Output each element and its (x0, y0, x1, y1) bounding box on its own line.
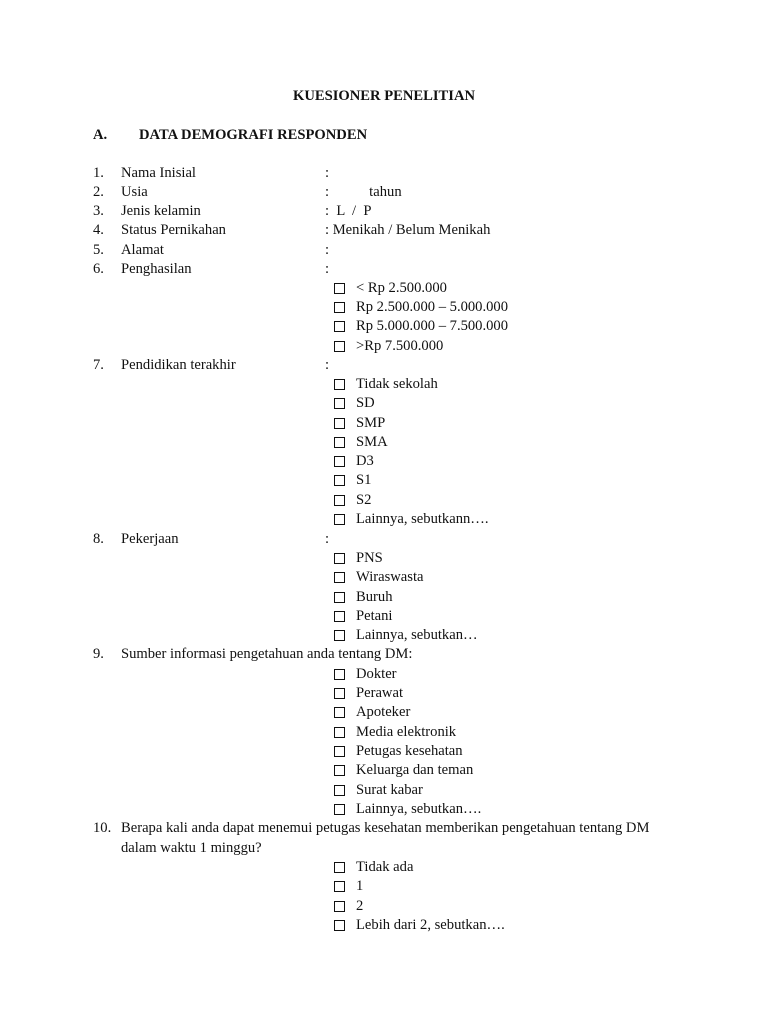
page-title: KUESIONER PENELITIAN (292, 88, 476, 104)
checkbox-icon[interactable] (334, 341, 345, 352)
question-label: Berapa kali anda dapat menemui petugas kesehatan memberikan pengetahuan tentang DM (121, 820, 650, 836)
checkbox-option[interactable] (334, 491, 371, 510)
option-label: Tidak sekolah (356, 376, 438, 392)
question-number: 10. (93, 820, 112, 836)
checkbox-icon[interactable] (334, 746, 345, 757)
answer-value: : (325, 261, 330, 277)
option-label: Apoteker (356, 704, 411, 720)
checkbox-icon[interactable] (334, 630, 345, 641)
question-label: Alamat (121, 242, 164, 258)
question-number: 8. (93, 531, 104, 547)
option-label: Petani (356, 608, 393, 624)
option-label: Dokter (356, 666, 397, 682)
checkbox-icon[interactable] (334, 611, 345, 622)
question-number: 9. (93, 646, 104, 662)
option-label: Rp 2.500.000 – 5.000.000 (356, 299, 509, 315)
checkbox-option[interactable] (334, 375, 438, 394)
checkbox-icon[interactable] (334, 475, 345, 486)
question-label: Status Pernikahan (121, 222, 226, 238)
checkbox-icon[interactable] (334, 437, 345, 448)
checkbox-icon[interactable] (334, 418, 345, 429)
checkbox-option[interactable] (334, 761, 473, 780)
checkbox-icon[interactable] (334, 669, 345, 680)
option-label: Petugas kesehatan (356, 743, 463, 759)
checkbox-option[interactable] (334, 394, 375, 413)
checkbox-icon[interactable] (334, 302, 345, 313)
checkbox-icon[interactable] (334, 495, 345, 506)
option-label: SMA (356, 434, 388, 450)
checkbox-option[interactable] (334, 279, 447, 298)
option-label: PNS (356, 550, 383, 566)
checkbox-option[interactable] (334, 665, 397, 684)
checkbox-icon[interactable] (334, 688, 345, 699)
checkbox-icon[interactable] (334, 765, 345, 776)
checkbox-option[interactable] (334, 877, 363, 896)
checkbox-option[interactable] (334, 433, 388, 452)
question-label: Sumber informasi pengetahuan anda tentang DM: (121, 646, 413, 662)
option-label: Tidak ada (356, 859, 414, 875)
option-label: Rp 5.000.000 – 7.500.000 (356, 318, 509, 334)
checkbox-icon[interactable] (334, 514, 345, 525)
checkbox-option[interactable] (334, 626, 478, 645)
checkbox-icon[interactable] (334, 881, 345, 892)
checkbox-option[interactable] (334, 471, 371, 490)
checkbox-option[interactable] (334, 452, 374, 471)
section-letter: A. (93, 127, 108, 143)
checkbox-icon[interactable] (334, 572, 345, 583)
checkbox-option[interactable] (334, 703, 410, 722)
answer-value: : tahun (325, 184, 402, 200)
question-label: Jenis kelamin (121, 203, 201, 219)
checkbox-icon[interactable] (334, 398, 345, 409)
checkbox-option[interactable] (334, 588, 392, 607)
checkbox-icon[interactable] (334, 707, 345, 718)
answer-value: : (325, 531, 330, 547)
option-label: Perawat (356, 685, 404, 701)
checkbox-icon[interactable] (334, 592, 345, 603)
answer-value: : (325, 357, 330, 373)
option-label: 2 (356, 898, 364, 914)
checkbox-option[interactable] (334, 317, 508, 336)
checkbox-option[interactable] (334, 510, 489, 529)
question-number: 5. (93, 242, 104, 258)
question-number: 1. (93, 165, 104, 181)
checkbox-option[interactable] (334, 568, 424, 587)
checkbox-option[interactable] (334, 414, 385, 433)
checkbox-icon[interactable] (334, 321, 345, 332)
checkbox-option[interactable] (334, 858, 413, 877)
checkbox-icon[interactable] (334, 379, 345, 390)
checkbox-option[interactable] (334, 781, 423, 800)
section-title: DATA DEMOGRAFI RESPONDEN (139, 127, 368, 143)
checkbox-option[interactable] (334, 897, 363, 916)
option-label: Wiraswasta (356, 569, 424, 585)
question-label: Nama Inisial (121, 165, 196, 181)
option-label: Lebih dari 2, sebutkan…. (356, 917, 505, 933)
checkbox-icon[interactable] (334, 785, 345, 796)
checkbox-option[interactable] (334, 916, 505, 935)
checkbox-option[interactable] (334, 298, 508, 317)
checkbox-icon[interactable] (334, 804, 345, 815)
question-number: 7. (93, 357, 104, 373)
option-label: >Rp 7.500.000 (356, 338, 444, 354)
option-label: Surat kabar (356, 782, 423, 798)
checkbox-option[interactable] (334, 723, 456, 742)
option-label: Lainnya, sebutkan… (356, 627, 478, 643)
option-label: Keluarga dan teman (356, 762, 474, 778)
checkbox-option[interactable] (334, 549, 383, 568)
option-label: Lainnya, sebutkann…. (356, 511, 489, 527)
answer-value: : (325, 242, 330, 258)
option-label: S1 (356, 472, 372, 488)
checkbox-icon[interactable] (334, 920, 345, 931)
answer-value: : Menikah / Belum Menikah (325, 222, 491, 238)
checkbox-icon[interactable] (334, 727, 345, 738)
question-number: 3. (93, 203, 104, 219)
question-label: Penghasilan (121, 261, 192, 277)
checkbox-option[interactable] (334, 337, 443, 356)
checkbox-option[interactable] (334, 607, 392, 626)
option-label: SMP (356, 415, 386, 431)
question-number: 2. (93, 184, 104, 200)
option-label: D3 (356, 453, 374, 469)
checkbox-icon[interactable] (334, 901, 345, 912)
option-label: 1 (356, 878, 364, 894)
question-label: Pendidikan terakhir (121, 357, 236, 373)
checkbox-option[interactable] (334, 800, 481, 819)
answer-value: : L / P (325, 203, 372, 219)
question-number: 6. (93, 261, 104, 277)
question-number: 4. (93, 222, 104, 238)
option-label: Media elektronik (356, 724, 457, 740)
option-label: Lainnya, sebutkan…. (356, 801, 482, 817)
option-label: Buruh (356, 589, 393, 605)
option-label: < Rp 2.500.000 (356, 280, 447, 296)
question-label: Pekerjaan (121, 531, 179, 547)
option-label: S2 (356, 492, 372, 508)
checkbox-icon[interactable] (334, 283, 345, 294)
option-label: SD (356, 395, 375, 411)
checkbox-option[interactable] (334, 742, 463, 761)
checkbox-icon[interactable] (334, 456, 345, 467)
checkbox-icon[interactable] (334, 553, 345, 564)
question-label: Usia (121, 184, 148, 200)
checkbox-icon[interactable] (334, 862, 345, 873)
checkbox-option[interactable] (334, 684, 403, 703)
question-label-continued: dalam waktu 1 minggu? (121, 840, 262, 856)
answer-value: : (325, 165, 330, 181)
